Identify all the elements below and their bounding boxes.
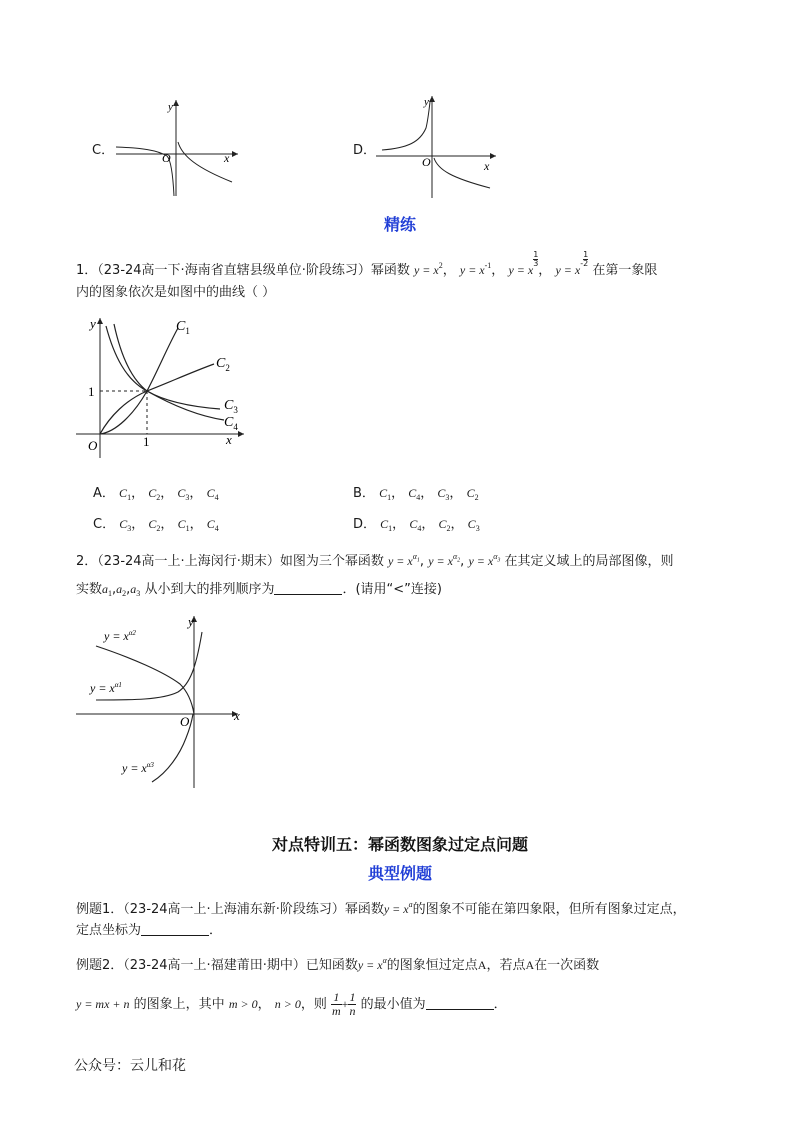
q1-f3-exp: $\frac{1}{3}$: [533, 250, 539, 268]
practice-heading: 精练: [383, 215, 416, 234]
q1-graph: [74, 312, 254, 462]
q2-answer-blank[interactable]: [274, 581, 342, 595]
q1-x-label: x: [226, 432, 232, 447]
q1-origin-label: O: [88, 438, 98, 453]
q1-f3: y = x: [508, 263, 534, 277]
q1-line1: 1．（23-24高一下·海南省直辖县级单位·阶段练习）幂函数 $y = x^2$， $y = x^{-1}$， y = x $\frac{1}{3}$ ， y = x- $\frac{1}{2}$ 在第一象限: [76, 250, 658, 278]
curve-c2-label: $C_2$: [216, 356, 230, 373]
q2-origin-label: O: [180, 714, 190, 729]
d-x-label: x: [484, 159, 490, 173]
option-d-label: D．: [353, 143, 377, 158]
q1-f4-exp: $\frac{1}{2}$: [583, 250, 589, 268]
q1-option-b[interactable]: B． $C_1$， $C_4$， $C_3$， $C_2$: [353, 486, 479, 502]
q2-line2: 实数$a_1,a_2,a_3$ 从小到大的排列顺序为 ．(请用“<”连接): [76, 582, 442, 598]
ex2-frac-n: $\frac{1}{n}$: [349, 990, 356, 1018]
ex1-line2: 定点坐标为 ．: [76, 923, 223, 938]
q2-curve-a3-label: $y = x^{\alpha 3}$: [122, 761, 154, 775]
q1-option-d[interactable]: D． $C_1$， $C_4$， $C_2$， $C_3$: [353, 517, 480, 533]
option-c-label: C．: [92, 143, 115, 158]
q1-f2-exp: -1: [484, 261, 492, 270]
q1-f1-exp: 2: [438, 261, 443, 270]
d-y-label: y: [424, 96, 429, 108]
q1-number: 1．: [76, 263, 98, 278]
q1-y-one: 1: [88, 384, 95, 399]
q1-y-label: y: [90, 316, 96, 331]
footer-text: 公众号：云儿和花: [74, 1058, 186, 1074]
curve-c1-label: $C_1$: [176, 319, 190, 336]
q1-f2: y = x: [459, 263, 485, 277]
option-d-graph: [372, 92, 502, 202]
q2-graph: [72, 612, 252, 792]
curve-c4-label: $C_4$: [224, 415, 238, 432]
q2-y-axis-label: y: [188, 614, 194, 629]
option-c-graph: [112, 96, 242, 200]
ex1-answer-blank[interactable]: [141, 922, 209, 936]
q1-f1: y = x: [413, 263, 439, 277]
q1-x-one: 1: [143, 434, 150, 449]
q1-tail: 在第一象限: [592, 263, 658, 278]
c-origin-label: O: [162, 151, 171, 165]
q1-option-a[interactable]: A． $C_1$， $C_2$， $C_3$， $C_4$: [93, 486, 219, 502]
d-origin-label: O: [422, 155, 431, 169]
q1-option-c[interactable]: C． $C_3$， $C_2$， $C_1$， $C_4$: [93, 517, 219, 533]
q2-x-axis-label: x: [234, 708, 240, 723]
q2-curve-a2-label: $y = x^{\alpha 2}$: [104, 629, 136, 643]
ex2-line1: 例题2．（23-24高一上·福建莆田·期中）已知函数$y = x^\alpha$的图象恒过定点A，若点A在一次函数: [76, 956, 600, 973]
q1-source: （23-24高一下·海南省直辖县级单位·阶段练习）幂函数: [97, 263, 410, 278]
q2-curve-a1-label: $y = x^{\alpha 1}$: [90, 681, 122, 695]
ex2-frac-m: $\frac{1}{m}$: [332, 990, 341, 1018]
c-x-label: x: [224, 151, 230, 165]
typical-examples-heading: 典型例题: [367, 864, 432, 883]
ex2-line2: y = mx + n 的图象上，其中 m > 0， n > 0，则 $\frac{1}{m}$ + $\frac{1}{n}$ 的最小值为 ．: [76, 990, 507, 1018]
ex2-answer-blank[interactable]: [426, 996, 494, 1010]
c-y-label: y: [168, 101, 173, 113]
curve-c3-label: $C_3$: [224, 398, 238, 415]
q2-line1: 2．（23-24高一上·上海闵行·期末）如图为三个幂函数 $y = x^{\alpha_1}$, $y = x^{\alpha_2}$, $y = x^{\alpha_3}$ 在其定义域上的局部图像，则: [76, 552, 674, 569]
ex1-line1: 例题1．（23-24高一上·上海浦东新·阶段练习）幂函数$y = x^a$的图象不可能在第四象限，但所有图象过定点，: [76, 900, 686, 917]
q1-f4: y = x: [555, 263, 581, 277]
q1-line2: 内的图象依次是如图中的曲线（ ）: [76, 285, 276, 300]
section-title: 对点特训五：幂函数图象过定点问题: [271, 835, 528, 854]
